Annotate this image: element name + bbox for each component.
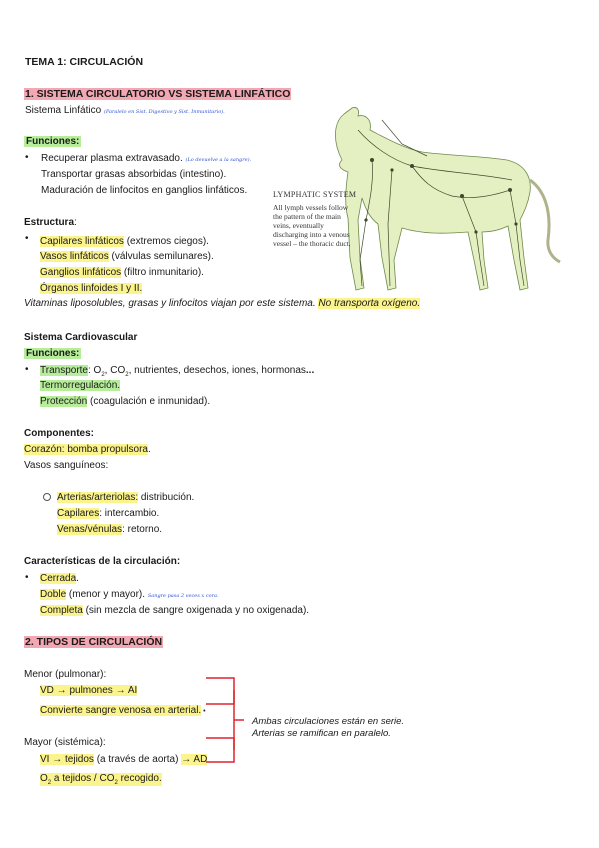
arterias-rest: distribución.	[138, 492, 195, 503]
mayor-hl2: → AD	[181, 754, 208, 765]
termo-line	[40, 380, 120, 391]
mayor-sub1: 2	[47, 780, 52, 786]
termo-highlight: Termorregulación.	[40, 380, 121, 391]
capilares-line	[57, 508, 159, 519]
capilares-highlight: Capilares	[57, 508, 100, 519]
bullet-icon: •	[25, 152, 29, 163]
transporte-line	[40, 365, 314, 378]
venas-line	[57, 524, 162, 535]
bullet-icon: •	[25, 364, 29, 375]
funcion-item-3: Maduración de linfocitos en ganglios linfáticos.	[41, 185, 248, 196]
capilares-rest: : intercambio.	[99, 508, 160, 519]
mayor-o2: O	[40, 773, 48, 784]
estructura-item-3	[40, 267, 204, 278]
estructura-item-4	[40, 283, 142, 294]
cerrada-highlight: Cerrada	[40, 573, 77, 584]
transporte-o2: : O	[87, 365, 102, 376]
corazon-highlight: Corazón: bomba propulsora	[24, 444, 148, 455]
mayor-label: Mayor (sistémica):	[24, 737, 106, 748]
transporte-rest: , nutrientes, desechos, iones, hormonas	[128, 365, 306, 376]
mayor-line1	[40, 754, 207, 765]
transporte-highlight: Transporte	[40, 365, 88, 376]
estructura-item-2	[40, 251, 214, 262]
corazon-line	[24, 444, 151, 455]
cerrada-end: .	[76, 573, 79, 584]
vitaminas-highlight: No transporta oxígeno.	[318, 298, 421, 309]
proteccion-rest: (coagulación e inmunidad).	[87, 396, 211, 407]
funcion-item-1	[41, 153, 251, 164]
doble-line	[40, 589, 219, 600]
bullet-icon: •	[25, 233, 29, 244]
transporte-dots: ...	[305, 365, 315, 376]
funciones-label: Funciones:	[26, 136, 80, 147]
proteccion-line	[40, 396, 210, 407]
transporte-sub2: 2	[125, 372, 129, 378]
mayor-hl1: VI → tejidos	[40, 754, 94, 765]
cardio-label: Sistema Cardiovascular	[24, 332, 138, 343]
completa-highlight: Completa	[40, 605, 83, 616]
corazon-end: .	[147, 444, 151, 455]
caract-label: Características de la circulación:	[24, 556, 181, 567]
estructura-rest-1: (extremos ciegos).	[123, 236, 209, 247]
mayor-sub2: 2	[114, 780, 118, 786]
completa-rest: (sin mezcla de sangre oxigenada y no oxigenada).	[82, 605, 310, 616]
venas-rest: : retorno.	[122, 524, 163, 535]
cerrada-line	[40, 573, 79, 584]
transporte-sub1: 2	[101, 372, 105, 378]
arterias-highlight: Arterias/arteriolas:	[57, 492, 139, 503]
estructura-item-1	[40, 236, 209, 247]
linfatico-label-text: Sistema Linfático	[25, 105, 102, 116]
vitaminas-text: Vitaminas liposolubles, grasas y linfocitos viajan por este sistema.	[24, 298, 319, 309]
componentes-label: Componentes:	[24, 428, 94, 439]
doble-note: Sangre pasa 2 veces x cora.	[147, 593, 219, 599]
figure-caption-title: LYMPHATIC SYSTEM	[273, 190, 357, 199]
side-note: Ambas circulaciones están en serie. Arterias se ramifican en paralelo.	[252, 716, 405, 739]
linfatico-label	[25, 105, 225, 116]
venas-highlight: Venas/vénulas	[57, 524, 123, 535]
figure-caption	[273, 190, 356, 248]
circle-bullet-icon	[43, 493, 51, 501]
menor-label: Menor (pulmonar):	[24, 669, 107, 680]
mayor-line2	[40, 773, 162, 786]
proteccion-highlight: Protección	[40, 396, 88, 407]
estructura-hl-2: Vasos linfáticos	[40, 251, 109, 262]
estructura-label: Estructura:	[24, 217, 77, 228]
estructura-hl-1: Capilares linfáticos	[40, 236, 124, 247]
estructura-hl-3: Ganglios linfáticos	[40, 267, 122, 278]
menor-line1: VD → pulmones → AI	[40, 685, 138, 696]
mayor-mid: (a través de aorta)	[93, 754, 182, 765]
bullet-icon: •	[25, 572, 29, 583]
red-bracket	[200, 674, 245, 770]
arterias-line	[57, 492, 194, 503]
estructura-label-text: Estructura	[24, 217, 75, 228]
estructura-rest-3: (filtro inmunitario).	[121, 267, 204, 278]
estructura-rest-2: (válvulas semilunares).	[108, 251, 214, 262]
funcion-note-1: (Lo devuelve a la sangre).	[185, 157, 252, 163]
transporte-co2: , CO	[104, 365, 126, 376]
completa-line	[40, 605, 309, 616]
menor-line2: Convierte sangre venosa en arterial. •	[40, 705, 206, 716]
figure-caption-text: All lymph vessels follow the pattern of the main veins, eventually discharging into a venous vessel – the thoracic duct.	[273, 203, 351, 248]
page-title: TEMA 1: CIRCULACIÓN	[25, 56, 144, 68]
doble-rest: (menor y mayor).	[66, 589, 146, 600]
menor-line2-text: Convierte sangre venosa en arterial.	[40, 705, 202, 716]
mayor-co2: a tejidos / CO	[51, 773, 115, 784]
funcion-item-2: Transportar grasas absorbidas (intestino).	[41, 169, 227, 180]
section1-heading: 1. SISTEMA CIRCULATORIO VS SISTEMA LINFÁTICO	[25, 88, 291, 100]
cardio-funciones-label: Funciones:	[26, 348, 80, 359]
mayor-recogido: recogido.	[117, 773, 162, 784]
vasos-line: Vasos sanguíneos:	[24, 460, 109, 471]
linfatico-note: (Paralelo en Sist. Digestivo y Sist. Inmunitario).	[103, 109, 225, 115]
estructura-hl-4: Órganos linfoides I y II.	[40, 283, 143, 294]
section2-heading: 2. TIPOS DE CIRCULACIÓN	[25, 636, 163, 648]
funcion-text-1: Recuperar plasma extravasado.	[41, 153, 183, 164]
doble-highlight: Doble	[40, 589, 67, 600]
